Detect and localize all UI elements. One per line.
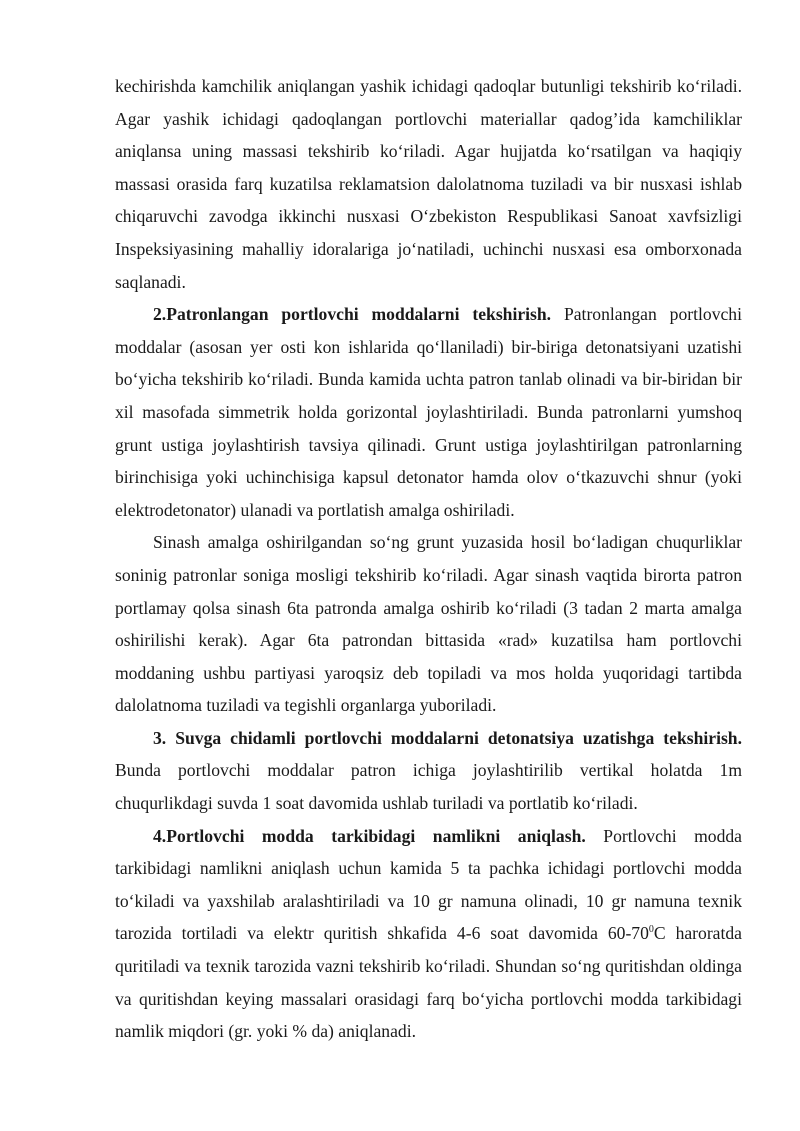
degree-superscript: 0: [648, 924, 654, 936]
paragraph-moisture: [115, 820, 742, 1048]
section-heading-2: 2.Patronlangan portlovchi moddalarni tekshirish.: [153, 304, 552, 325]
paragraph-cartridged-explosives: [115, 298, 742, 526]
paragraph-body: Portlovchi modda tarkibidagi namlikni aniqlash uchun kamida 5 ta pachka ichidagi portlovchi modda to‘kiladi va yaxshilab aralashtiriladi va 10 gr namuna olinadi, 10 gr namuna texnik tarozida tortiladi va elektr quritish shkafida 4-6 soat davomida 60-70: [115, 825, 742, 944]
paragraph-continuation: kechirishda kamchilik aniqlangan yashik ichidagi qadoqlar butunligi tekshirib ko‘riladi. Agar yashik ichidagi qadoqlangan portlovchi materiallar qadog’ida kamchiliklar aniqlansa uning massasi tekshirib ko‘riladi. Agar hujjatda ko‘rsatilgan va haqiqiy massasi orasida farq kuzatilsa reklamatsion dalolatnoma tuziladi va bir nusxasi ishlab chiqaruvchi zavodga ikkinchi nusxasi O‘zbekiston Respublikasi Sanoat xavfsizligi Inspeksiyasining mahalliy idoralariga jo‘natiladi, uchinchi nusxasi esa omborxonada saqlanadi.: [115, 76, 742, 292]
paragraph-water-resistant: [115, 722, 742, 820]
paragraph-body: Bunda portlovchi moddalar patron ichiga joylashtirilib vertikal holatda 1m chuqurlikdagi suvda 1 soat davomida ushlab turiladi va portlatib ko‘riladi.: [115, 760, 742, 814]
section-heading-4: 4.Portlovchi modda tarkibidagi namlikni aniqlash.: [153, 825, 586, 846]
section-heading-3: 3. Suvga chidamli portlovchi moddalarni detonatsiya uzatishga tekshirish.: [153, 727, 742, 748]
paragraph-body: Patronlangan portlovchi moddalar (asosan yer osti kon ishlarida qo‘llaniladi) bir-biriga detonatsiyani uzatishi bo‘yicha tekshirib ko‘riladi. Bunda kamida uchta patron tanlab olinadi va bir-biridan bir xil masofada simmetrik holda gorizontal joylashtiriladi. Bunda patronlarni yumshoq grunt ustiga joylashtirish tavsiya qilinadi. Grunt ustiga joylashtirilgan patronlarning birinchisiga yoki uchinchisiga kapsul detonator hamda olov o‘tkazuvchi shnur (yoki elektrodetonator) ulanadi va portlatish amalga oshiriladi.: [115, 304, 742, 520]
paragraph-test-results: Sinash amalga oshirilgandan so‘ng grunt yuzasida hosil bo‘ladigan chuqurliklar soninig patronlar soniga mosligi tekshirib ko‘riladi. Agar sinash vaqtida birorta patron portlamay qolsa sinash 6ta patronda amalga oshirib ko‘riladi (3 tadan 2 marta amalga oshirilishi kerak). Agar 6ta patrondan bittasida «rad» kuzatilsa ham portlovchi moddaning ushbu partiyasi yaroqsiz deb topiladi va mos holda yuqoridagi tartibda dalolatnoma tuziladi va tegishli organlarga yuboriladi.: [115, 532, 742, 716]
paragraph-body: C haroratda quritiladi va texnik tarozida vazni tekshirib ko‘riladi. Shundan so‘ng quritishdan oldinga va quritishdan keying massalari orasidagi farq bo‘yicha portlovchi modda tarkibidagi namlik miqdori (gr. yoki % da) aniqlanadi.: [115, 923, 742, 1042]
document-page: [115, 70, 742, 1048]
